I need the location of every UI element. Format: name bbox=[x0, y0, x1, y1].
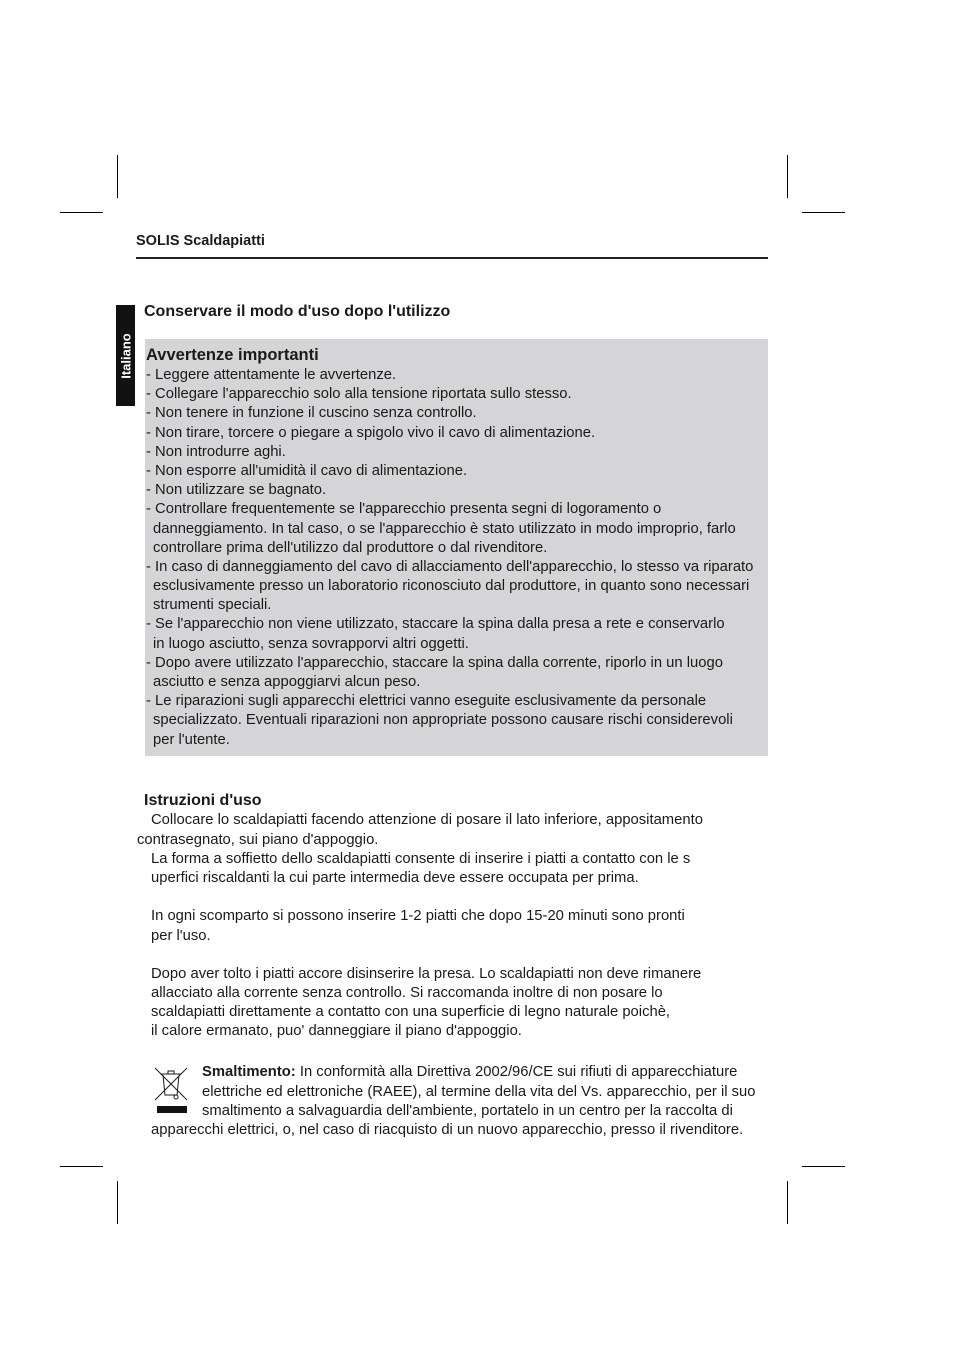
warning-item bbox=[146, 500, 768, 558]
warning-line: esclusivamente presso un laboratorio riconosciuto dal produttore, in quanto sono necessari bbox=[153, 578, 750, 595]
warning-line: - Non tirare, torcere o piegare a spigolo vivo il cavo di alimentazione. bbox=[146, 424, 596, 441]
instructions-line: Collocare lo scaldapiatti facendo attenzione di posare il lato inferiore, appositamento bbox=[151, 812, 703, 829]
warning-line: strumenti speciali. bbox=[153, 597, 272, 614]
warning-item bbox=[146, 366, 768, 385]
warning-line: - Leggere attentamente le avvertenze. bbox=[146, 367, 397, 383]
warning-item bbox=[146, 462, 768, 481]
instructions-paragraph bbox=[137, 811, 761, 888]
crop-mark bbox=[60, 212, 103, 213]
instructions-line: In ogni scomparto si possono inserire 1-2 piatti che dopo 15-20 minuti sono pronti bbox=[151, 908, 685, 925]
instructions-line: allacciato alla corrente senza controllo. Si raccomanda inoltre di non posare lo bbox=[151, 985, 663, 1002]
warning-line: per l'utente. bbox=[153, 731, 230, 748]
warning-line: - Non introdurre aghi. bbox=[146, 443, 286, 460]
instructions-line: scaldapiatti direttamente a contatto con una superficie di legno naturale poichè, bbox=[151, 1004, 671, 1021]
crop-mark bbox=[802, 212, 845, 213]
instructions-line: La forma a soffietto dello scaldapiatti consente di inserire i piatti a contatto con le s bbox=[151, 850, 691, 867]
warning-line: asciutto e senza appoggiarvi alcun peso. bbox=[153, 674, 421, 690]
warning-line: - Non esporre all'umidità il cavo di alimentazione. bbox=[146, 462, 468, 479]
crop-mark bbox=[117, 1181, 118, 1224]
warning-line: in luogo asciutto, senza sovrapporvi altri oggetti. bbox=[153, 635, 469, 652]
disposal-line: apparecchi elettrici, o, nel caso di riacquisto di un nuovo apparecchio, presso il rivenditore. bbox=[151, 1121, 744, 1138]
instructions-paragraph bbox=[151, 965, 761, 1042]
warning-item bbox=[146, 481, 768, 500]
instructions-line: per l'uso. bbox=[151, 927, 211, 944]
warning-item bbox=[146, 692, 768, 750]
warning-item bbox=[146, 558, 768, 616]
disposal-label: Smaltimento: bbox=[202, 1064, 296, 1081]
disposal-section bbox=[151, 1063, 761, 1140]
instructions-title: Istruzioni d'uso bbox=[144, 792, 262, 809]
crossed-out-wheelie-bin-icon bbox=[153, 1065, 189, 1115]
language-tab bbox=[116, 305, 135, 406]
warning-item bbox=[146, 424, 768, 443]
warning-line: - Dopo avere utilizzato l'apparecchio, staccare la spina dalla corrente, riporlo in un luogo bbox=[146, 654, 723, 671]
header-rule bbox=[136, 257, 768, 259]
instructions-line: Dopo aver tolto i piatti accore disinserire la presa. Lo scaldapiatti non deve rimanere bbox=[151, 965, 702, 982]
section-heading: Conservare il modo d'uso dopo l'utilizzo bbox=[144, 303, 451, 320]
instructions-paragraph bbox=[151, 907, 761, 945]
language-tab-label: Italiano bbox=[118, 332, 133, 379]
instructions-line: il calore ermanato, puo' danneggiare il piano d'appoggio. bbox=[151, 1023, 522, 1040]
disposal-text: In conformità alla Direttiva 2002/96/CE sui rifiuti di apparecchiature bbox=[299, 1064, 738, 1081]
warning-line: - Controllare frequentemente se l'apparecchio presenta segni di logoramento o bbox=[146, 501, 662, 518]
warning-line: - Se l'apparecchio non viene utilizzato, staccare la spina dalla presa a rete e conservarlo bbox=[146, 616, 725, 633]
warning-line: - In caso di danneggiamento del cavo di allacciamento dell'apparecchio, lo stesso va riparato bbox=[146, 558, 754, 575]
warning-item bbox=[146, 385, 768, 404]
crop-mark bbox=[60, 1166, 103, 1167]
warnings-title: Avvertenze importanti bbox=[146, 346, 319, 364]
warning-line: - Non tenere in funzione il cuscino senza controllo. bbox=[146, 405, 477, 422]
instructions-body bbox=[137, 811, 761, 1041]
disposal-line: smaltimento a salvaguardia dell'ambiente, portatelo in un centro per la raccolta di bbox=[202, 1102, 733, 1119]
warning-item bbox=[146, 404, 768, 423]
warning-line: - Collegare l'apparecchio solo alla tensione riportata sullo stesso. bbox=[146, 386, 572, 403]
instructions-line: contrasegnato, sui piano d'appoggio. bbox=[137, 831, 379, 848]
warning-line: - Le riparazioni sugli apparecchi elettrici vanno eseguite esclusivamente da personale bbox=[146, 693, 707, 710]
warning-line: specializzato. Eventuali riparazioni non appropriate possono causare rischi considerevoli bbox=[153, 712, 733, 729]
crop-mark bbox=[787, 1181, 788, 1224]
warning-item bbox=[146, 443, 768, 462]
warning-line: - Non utilizzare se bagnato. bbox=[146, 482, 327, 499]
warning-item bbox=[146, 615, 768, 653]
crop-mark bbox=[802, 1166, 845, 1167]
warning-item bbox=[146, 654, 768, 692]
warnings-box bbox=[145, 339, 768, 756]
warning-line: controllare prima dell'utilizzo dal produttore o dal rivenditore. bbox=[153, 539, 548, 556]
warning-line: danneggiamento. In tal caso, o se l'apparecchio è stato utilizzato in modo improprio, farlo bbox=[153, 520, 736, 537]
instructions-line: uperfici riscaldanti la cui parte intermedia deve essere occupata per prima. bbox=[151, 869, 639, 886]
page-header-title: SOLIS Scaldapiatti bbox=[136, 233, 265, 249]
crop-mark bbox=[787, 155, 788, 198]
disposal-line bbox=[151, 1063, 761, 1082]
disposal-line: elettriche ed elettroniche (RAEE), al termine della vita del Vs. apparecchio, per il suo bbox=[202, 1083, 756, 1100]
crop-mark bbox=[117, 155, 118, 198]
